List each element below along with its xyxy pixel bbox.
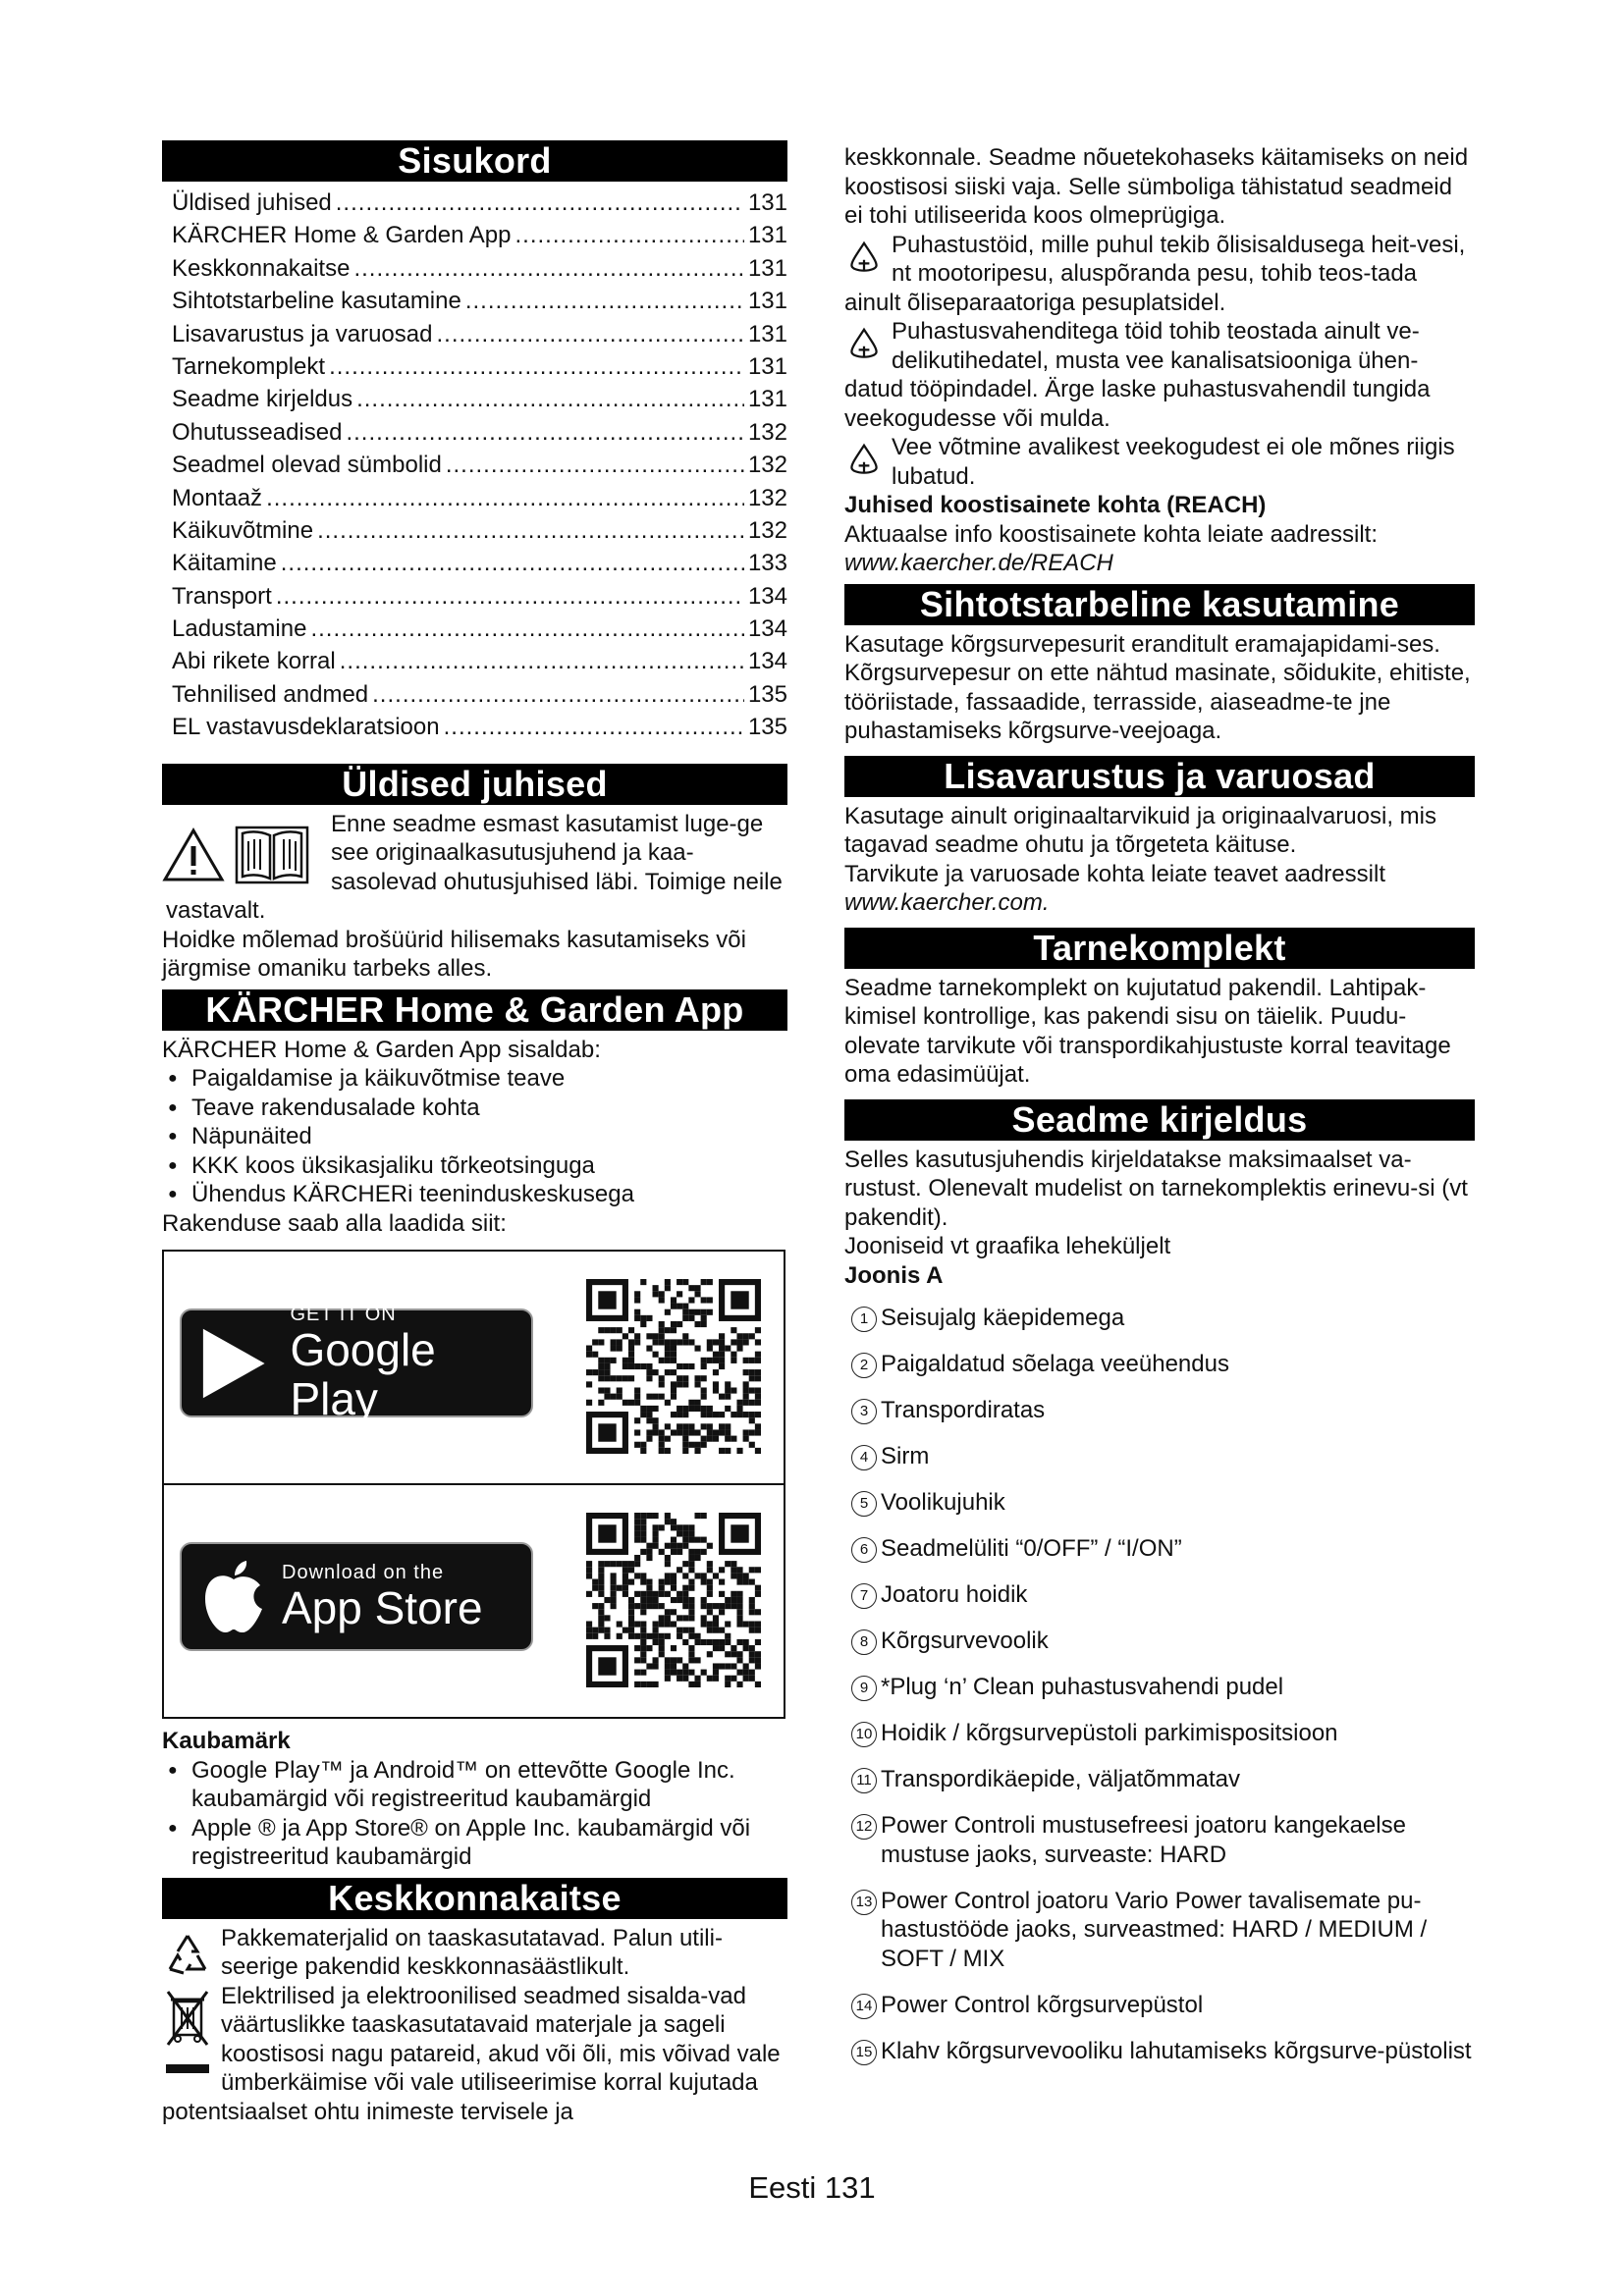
toc-entry-page: 132	[747, 452, 787, 479]
app-store-badge[interactable]	[180, 1542, 533, 1651]
toc-leader-dots	[444, 711, 744, 743]
environment-text-2: Elektrilised ja elektroonilised seadmed sisalda-vad väärtuslikke taaskasutatavaid materjale ja sageli koostisosi nagu patareid, akud või õli, mis võivad vale ümberkäimise või vale utiliseerimise korral kujutada potentsiaalset ohtu inimeste tervisele ja	[162, 1982, 781, 2125]
toc-entry-label: Lisavarustus ja varuosad	[172, 320, 433, 347]
toc-entry[interactable]	[162, 350, 787, 383]
toc-entry-label: Montaaž	[172, 484, 263, 511]
legend-number: 10	[851, 1722, 877, 1747]
legend-item	[844, 2037, 1475, 2066]
toc-entry-page: 131	[747, 254, 787, 282]
toc-entry-page: 131	[747, 288, 787, 315]
toc-entry-label: Üldised juhised	[172, 189, 332, 216]
toc-entry[interactable]	[162, 187, 787, 219]
toc-entry-page: 131	[747, 222, 787, 249]
toc-entry-label: Käikuvõtmine	[172, 516, 314, 544]
toc-entry-label: Transport	[172, 582, 272, 610]
legend-text: Power Control joatoru Vario Power tavalisemate pu-hastustööde jaoks, surveastmed: HARD / MEDIUM / SOFT / MIX	[881, 1887, 1428, 1972]
toc-leader-dots	[336, 187, 744, 219]
toc-entry[interactable]	[162, 383, 787, 415]
accessories-text-1: Kasutage ainult originaaltarvikuid ja originaalvaruosi, mis tagavad seadme ohutu ja tõrgeteta käituse.	[844, 802, 1436, 858]
water-protection-icon	[844, 240, 884, 276]
trademark-google: ● Google Play™ ja Android™ on ettevõtte Google Inc. kaubamärgid või registreeritud kaubamärgid	[162, 1756, 787, 1814]
toc-entry[interactable]	[162, 482, 787, 514]
toc-leader-dots	[281, 547, 744, 579]
trademark-title: Kaubamärk	[162, 1728, 291, 1755]
general-text-2: Hoidke mõlemad brošüürid hilisemaks kasutamiseks või järgmise omaniku tarbeks alles.	[162, 926, 746, 983]
legend-number: 1	[851, 1307, 877, 1332]
legend-text: Power Controli mustusefreesi joatoru kangekaelse mustuse jaoks, surveaste: HARD	[881, 1812, 1406, 1868]
google-play-small-text: GET IT ON	[290, 1303, 397, 1325]
reach-url[interactable]: www.kaercher.de/REACH	[844, 550, 1113, 576]
legend-text: Transpordiratas	[881, 1397, 1046, 1423]
general-text-1: Enne seadme esmast kasutamist luge-ge see originaalkasutusjuhend ja kaa-sasolevad ohutusjuhised läbi. Toimige neile vastavalt.	[166, 810, 783, 925]
intended-use-heading: Sihtotstarbeline kasutamine	[844, 584, 1475, 625]
left-column	[162, 140, 787, 2126]
google-play-row	[164, 1252, 784, 1483]
legend-text: Power Control kõrgsurvepüstol	[881, 1991, 1204, 2018]
legend-text: Transpordikäepide, väljatõmmatav	[881, 1766, 1240, 1792]
legend-text: *Plug ‘n’ Clean puhastusvahendi pudel	[881, 1674, 1284, 1700]
legend-number: 15	[851, 2040, 877, 2065]
water-protection-icon	[844, 327, 884, 362]
reach-text: Aktuaalse info koostisainete kohta leiate aadressilt:	[844, 520, 1378, 548]
google-play-badge[interactable]	[180, 1303, 533, 1424]
toc-entry-page: 134	[747, 648, 787, 675]
toc-list	[162, 187, 787, 744]
general-heading: Üldised juhised	[162, 764, 787, 805]
toc-entry[interactable]	[162, 514, 787, 547]
description-text-2: Jooniseid vt graafika leheküljelt	[844, 1233, 1171, 1259]
legend-item	[844, 1811, 1475, 1869]
legend-item	[844, 1580, 1475, 1610]
accessories-text-2: Tarvikute ja varuosade kohta leiate teavet aadressilt	[844, 860, 1385, 887]
toc-entry-page: 131	[747, 352, 787, 380]
general-section	[162, 810, 787, 984]
app-intro: KÄRCHER Home & Garden App sisaldab:	[162, 1036, 601, 1063]
legend-item	[844, 1396, 1475, 1425]
toc-entry[interactable]	[162, 252, 787, 285]
trademark-list	[162, 1756, 787, 1872]
legend-item	[844, 1991, 1475, 2020]
toc-entry-label: Ohutusseadised	[172, 418, 343, 446]
toc-entry[interactable]	[162, 318, 787, 350]
toc-entry[interactable]	[162, 613, 787, 645]
environment-text-6: Vee võtmine avalikest veekogudest ei ole mõnes riigis lubatud.	[892, 434, 1455, 490]
app-store-large-text: App Store	[282, 1581, 483, 1633]
toc-leader-dots	[356, 383, 744, 415]
legend-text: Joatoru hoidik	[881, 1581, 1028, 1608]
toc-leader-dots	[514, 219, 743, 251]
legend-number: 8	[851, 1629, 877, 1655]
legend-item	[844, 1719, 1475, 1748]
legend-number: 7	[851, 1583, 877, 1609]
page-number: Eesti 131	[748, 2170, 876, 2205]
toc-leader-dots	[353, 252, 744, 285]
legend-number: 4	[851, 1445, 877, 1470]
store-box	[162, 1250, 785, 1719]
toc-leader-dots	[329, 350, 744, 383]
toc-entry-label: Sihtotstarbeline kasutamine	[172, 288, 461, 315]
app-heading: KÄRCHER Home & Garden App	[162, 989, 787, 1031]
app-bullet-item: ● KKK koos üksikasjaliku tõrkeotsinguga	[162, 1151, 787, 1181]
description-heading: Seadme kirjeldus	[844, 1099, 1475, 1141]
toc-entry-page: 134	[747, 615, 787, 643]
toc-entry-page: 131	[747, 386, 787, 413]
toc-entry-page: 131	[747, 189, 787, 216]
legend-text: Seisujalg käepidemega	[881, 1305, 1125, 1331]
toc-entry[interactable]	[162, 678, 787, 711]
toc-entry-label: Seadme kirjeldus	[172, 386, 353, 413]
toc-entry-page: 132	[747, 484, 787, 511]
apple-logo-icon	[201, 1558, 266, 1636]
toc-entry-label: Seadmel olevad sümbolid	[172, 452, 442, 479]
toc-leader-dots	[266, 482, 744, 514]
app-bullet-item: ● Näpunäited	[162, 1122, 787, 1151]
intended-use-text-1: Kasutage kõrgsurvepesurit eranditult eramajapidami-ses.	[844, 630, 1440, 658]
app-download-text: Rakenduse saab alla laadida siit:	[162, 1209, 507, 1237]
manual-book-icon	[235, 824, 309, 886]
accessories-heading: Lisavarustus ja varuosad	[844, 756, 1475, 797]
toc-entry-label: Ladustamine	[172, 615, 307, 643]
legend-number: 3	[851, 1399, 877, 1424]
toc-entry-label: EL vastavusdeklaratsioon	[172, 714, 440, 741]
toc-leader-dots	[372, 678, 744, 711]
legend-number: 11	[851, 1768, 877, 1793]
app-bullet-list	[162, 1064, 787, 1209]
toc-entry[interactable]	[162, 711, 787, 743]
toc-entry[interactable]	[162, 547, 787, 579]
toc-entry[interactable]	[162, 219, 787, 251]
toc-entry-page: 134	[747, 582, 787, 610]
legend-item	[844, 1442, 1475, 1471]
app-bullet-item: ● Teave rakendusalade kohta	[162, 1094, 787, 1123]
toc-leader-dots	[465, 285, 744, 317]
legend-number: 9	[851, 1676, 877, 1701]
legend-item	[844, 1488, 1475, 1518]
toc-leader-dots	[446, 449, 744, 481]
environment-text-4: Puhastustöid, mille puhul tekib õlisisaldusega heit-vesi, nt mootoripesu, aluspõranda pesu, tohib teos-tada ainult õliseparaatoriga pesuplatsidel.	[844, 231, 1466, 316]
accessories-url[interactable]: www.kaercher.com.	[844, 889, 1050, 916]
water-protection-icon	[844, 443, 884, 478]
toc-entry-label: KÄRCHER Home & Garden App	[172, 222, 512, 249]
figure-label: Joonis A	[844, 1261, 944, 1289]
toc-entry[interactable]	[162, 285, 787, 317]
toc-entry-label: Tarnekomplekt	[172, 352, 326, 380]
toc-leader-dots	[276, 580, 744, 613]
oil-notice	[844, 231, 1475, 318]
toc-entry[interactable]	[162, 449, 787, 481]
toc-entry-label: Tehnilised andmed	[172, 680, 369, 708]
warning-triangle-icon	[162, 828, 225, 882]
recycling-block	[162, 1924, 787, 1982]
toc-entry-page: 135	[747, 680, 787, 708]
intended-use-text-2: Kõrgsurvepesur on ette nähtud masinate, sõidukite, ehitiste, tööriistade, fassaadide, terrasside, aiaseadme-te jne puhastamiseks kõrgsurve-veejoaga.	[844, 660, 1471, 744]
legend-text: Klahv kõrgsurvevooliku lahutamiseks kõrgsurve-püstolist	[881, 2037, 1472, 2064]
legend-item	[844, 1887, 1475, 1974]
environment-text-5: Puhastusvahenditega töid tohib teostada ainult ve-delikutihedatel, musta vee kanalisatsiooniga ühen-datud tööpindadel. Ärge laske puhastusvahendil tungida veekogudesse või mulda.	[844, 318, 1431, 432]
google-play-logo-icon	[197, 1324, 272, 1403]
toc-entry-label: Käitamine	[172, 550, 277, 577]
environment-text-3: keskkonnale. Seadme nõuetekohaseks käitamiseks on neid koostisosi siiski vaja. Selle sümboliga tähistatud seadmeid ei tohi utiliseerida koos olmeprügiga.	[844, 144, 1469, 229]
toc-entry-page: 132	[747, 516, 787, 544]
app-bullet-item: ● Ühendus KÄRCHERi teeninduskeskusega	[162, 1180, 787, 1209]
toc-entry-label: Abi rikete korral	[172, 648, 336, 675]
scope-text: Seadme tarnekomplekt on kujutatud pakendil. Lahtipak-kimisel kontrollige, kas pakendi sisu on täielik. Puudu-olevate tarvikute või transpordikahjustuste korral teavitage oma edasimüüjat.	[844, 974, 1451, 1088]
toc-entry-page: 131	[747, 320, 787, 347]
legend-text: Seadmelüliti “0/OFF” / “I/ON”	[881, 1535, 1182, 1562]
toc-leader-dots	[340, 645, 744, 677]
toc-leader-dots	[317, 514, 744, 547]
toc-entry-label: Keskkonnakaitse	[172, 254, 351, 282]
legend-number: 2	[851, 1353, 877, 1378]
environment-heading: Keskkonnakaitse	[162, 1878, 787, 1919]
legend-number: 5	[851, 1491, 877, 1517]
google-play-qr-code	[586, 1279, 761, 1454]
toc-entry-page: 132	[747, 418, 787, 446]
legend-item	[844, 1673, 1475, 1702]
app-store-small-text: Download on the	[282, 1561, 445, 1583]
figure-legend	[844, 1304, 1475, 2065]
legend-text: Kõrgsurvevoolik	[881, 1628, 1049, 1654]
app-bullet-item: ● Paigaldamise ja käikuvõtmise teave	[162, 1064, 787, 1094]
toc-entry-page: 133	[747, 550, 787, 577]
toc-entry[interactable]	[162, 580, 787, 613]
crossed-out-bin-icon	[162, 1988, 213, 2076]
toc-heading: Sisukord	[162, 140, 787, 182]
reach-title: Juhised koostisainete kohta (REACH)	[844, 492, 1267, 518]
toc-entry[interactable]	[162, 416, 787, 449]
water-notice	[844, 433, 1475, 491]
recycling-icon	[162, 1930, 213, 1981]
scope-heading: Tarnekomplekt	[844, 928, 1475, 969]
legend-number: 6	[851, 1537, 877, 1563]
trademark-apple: ● Apple ® ja App Store® on Apple Inc. kaubamärgid või registreeritud kaubamärgid	[162, 1814, 787, 1872]
legend-text: Hoidik / kõrgsurvepüstoli parkimispositsioon	[881, 1720, 1338, 1746]
general-icons	[162, 816, 319, 894]
app-store-row	[164, 1483, 784, 1717]
legend-item	[844, 1304, 1475, 1333]
weee-block	[162, 1982, 787, 2127]
detergent-notice	[844, 317, 1475, 433]
legend-text: Paigaldatud sõelaga veeühendus	[881, 1351, 1229, 1377]
environment-text-1: Pakkematerjalid on taaskasutatavad. Palun utili-seerige pakendid keskkonnasäästlikult.	[221, 1924, 723, 1981]
toc-leader-dots	[346, 416, 744, 449]
description-text-1: Selles kasutusjuhendis kirjeldatakse maksimaalset va-rustust. Olenevalt mudelist on tarnekomplektis erinevu-si (vt pakendit).	[844, 1146, 1468, 1231]
toc-leader-dots	[436, 318, 743, 350]
google-play-large-text: Google Play	[290, 1323, 436, 1424]
legend-number: 14	[851, 1994, 877, 2019]
legend-item	[844, 1765, 1475, 1794]
legend-item	[844, 1627, 1475, 1656]
legend-number: 13	[851, 1890, 877, 1915]
legend-text: Sirm	[881, 1443, 930, 1469]
legend-text: Voolikujuhik	[881, 1489, 1005, 1516]
legend-item	[844, 1534, 1475, 1564]
app-store-qr-code	[586, 1513, 761, 1687]
right-column	[844, 143, 1475, 2083]
toc-entry[interactable]	[162, 645, 787, 677]
legend-number: 12	[851, 1814, 877, 1840]
toc-leader-dots	[310, 613, 744, 645]
legend-item	[844, 1350, 1475, 1379]
toc-entry-page: 135	[747, 714, 787, 741]
